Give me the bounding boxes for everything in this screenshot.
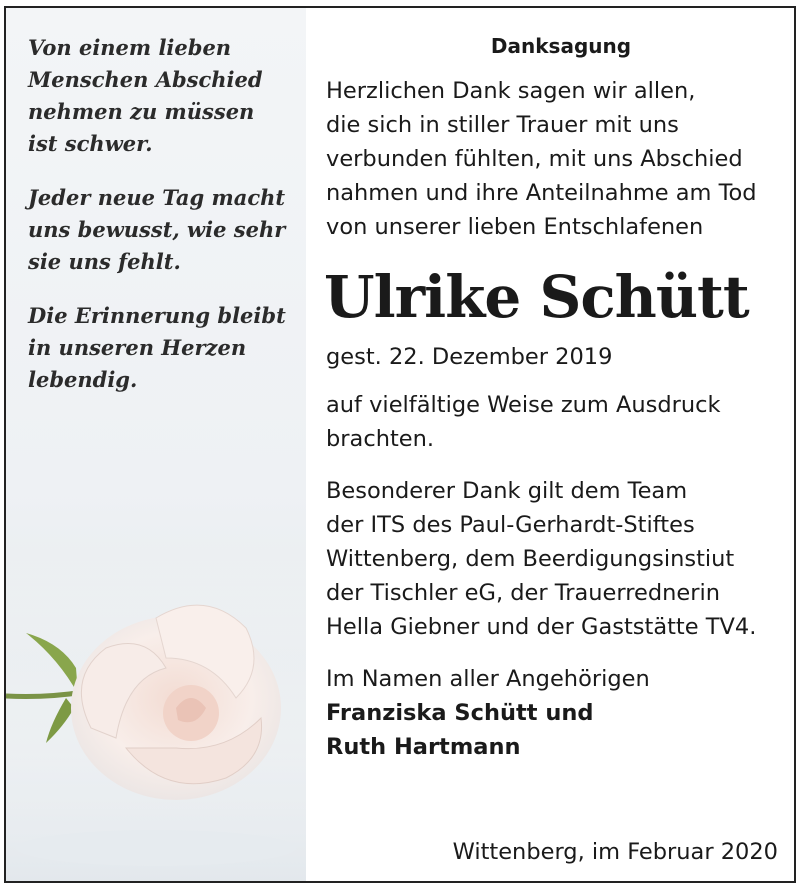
- quote-3: Die Erinnerung bleibt in unseren Herzen lebendig.: [28, 303, 286, 392]
- main-text: [326, 28, 776, 764]
- death-date: gest. 22. Dezember 2019: [326, 344, 613, 370]
- heading: Danksagung: [490, 34, 632, 58]
- intro-text: Herzlichen Dank sagen wir allen, die sich in stiller Trauer mit uns verbunden fühlten, mit uns Abschied nahmen und ihre Anteilnahme am Tod von unserer lieben Entschlafenen: [326, 78, 757, 240]
- continuation-text: auf vielfältige Weise zum Ausdruck brachten.: [326, 392, 721, 452]
- place-date: Wittenberg, im Februar 2020: [452, 839, 778, 865]
- signatory-1: Franziska Schütt und: [326, 700, 594, 726]
- left-panel: [6, 8, 306, 881]
- on-behalf-text: Im Namen aller Angehörigen: [326, 666, 650, 692]
- quote-2: Jeder neue Tag macht uns bewusst, wie sehr sie uns fehlt.: [28, 185, 286, 274]
- quotes-block: [28, 32, 298, 418]
- special-thanks-text: Besonderer Dank gilt dem Team der ITS des Paul-Gerhardt-Stiftes Wittenberg, dem Beerdigungsinstiut der Tischler eG, der Trauerrednerin Hella Giebner und der Gaststätte TV4.: [326, 478, 757, 640]
- signatory-2: Ruth Hartmann: [326, 734, 521, 760]
- white-rose-icon: [6, 548, 306, 881]
- quote-1: Von einem lieben Menschen Abschied nehmen zu müssen ist schwer.: [28, 35, 263, 156]
- deceased-name: Ulrike Schütt: [324, 263, 749, 331]
